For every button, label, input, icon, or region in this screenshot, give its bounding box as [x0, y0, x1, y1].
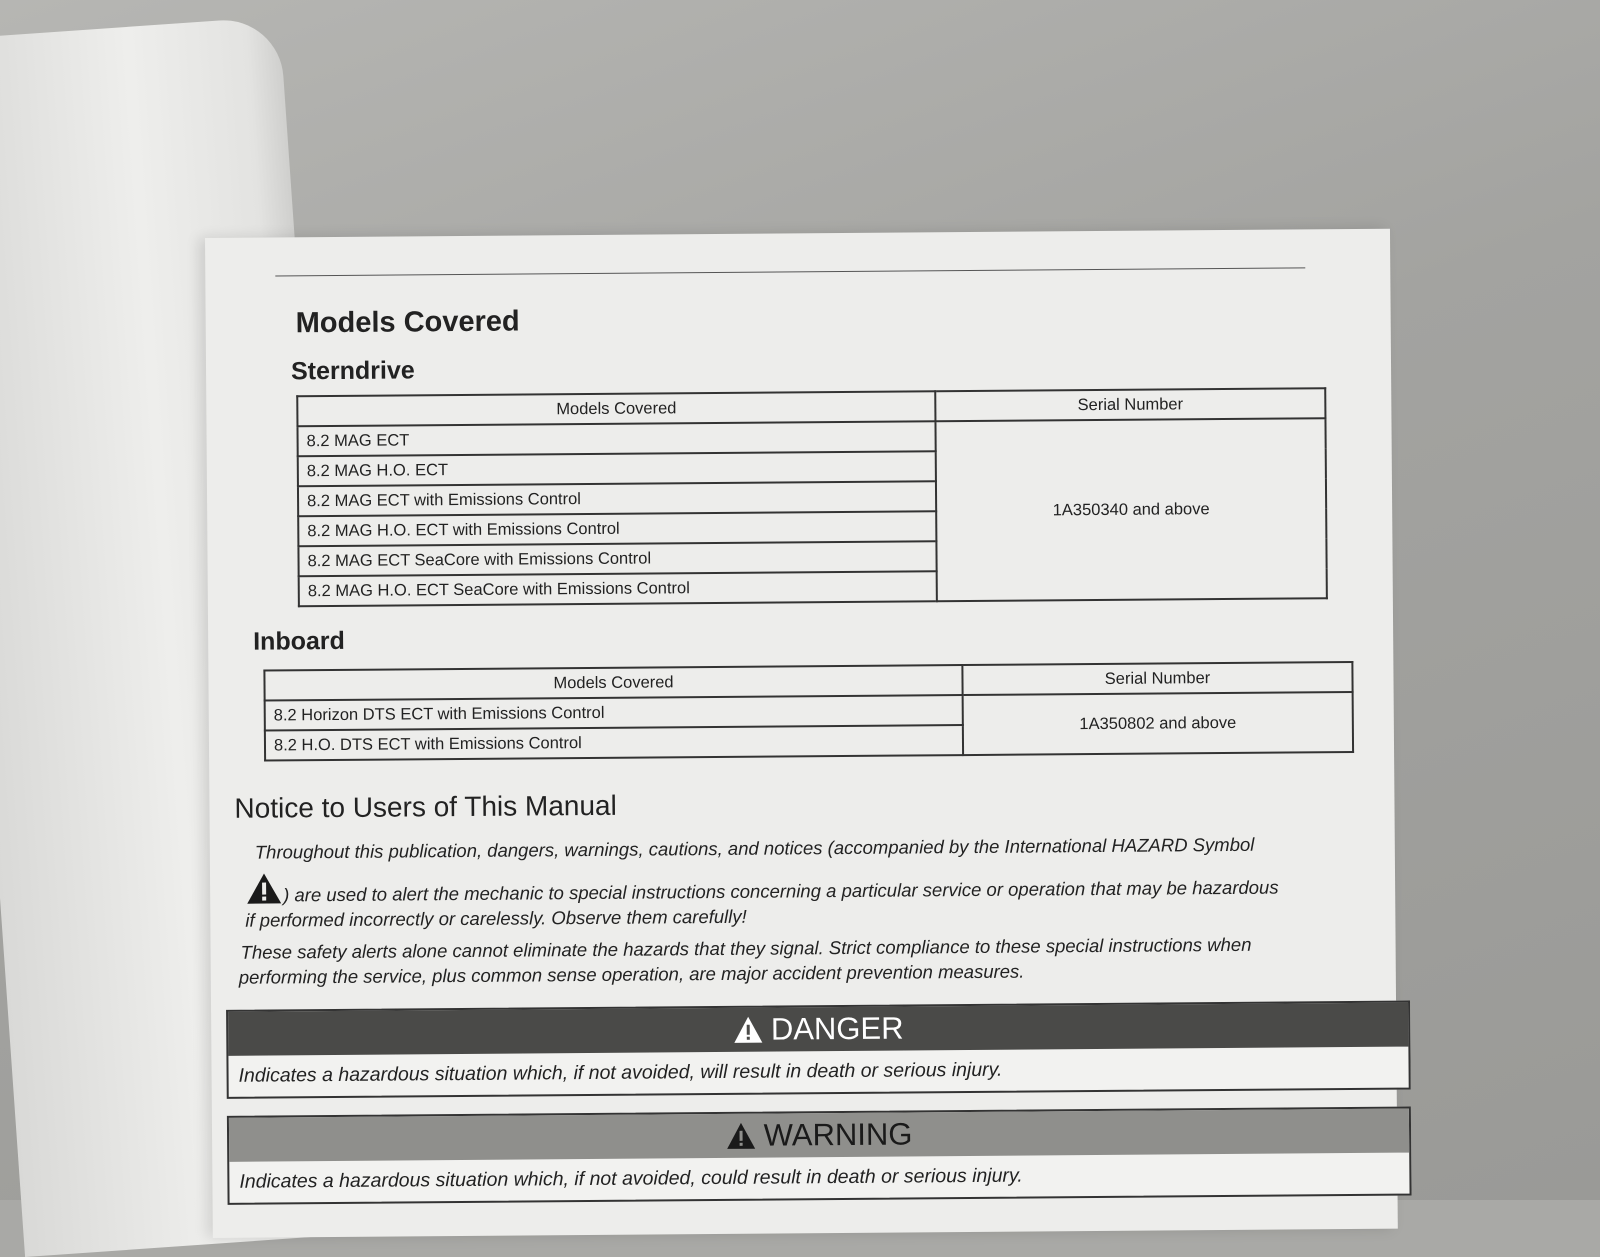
- inboard-title: Inboard: [253, 626, 345, 656]
- header-rule: [275, 267, 1305, 276]
- serial-cell: 1A350340 and above: [935, 418, 1326, 601]
- sterndrive-title: Sterndrive: [290, 356, 415, 386]
- model-cell: 8.2 MAG H.O. ECT SeaCore with Emissions Control: [299, 571, 937, 606]
- notice-paragraph-line: These safety alerts alone cannot eliminate the hazards that they signal. Strict compliance to these special instructions when: [240, 933, 1252, 963]
- sterndrive-table: [296, 387, 1328, 607]
- hazard-triangle-icon: [733, 1016, 763, 1044]
- danger-label: DANGER: [770, 1010, 904, 1047]
- notice-paragraph-line-with-symbol: [245, 864, 1279, 908]
- page-title: Models Covered: [295, 305, 520, 340]
- manual-page: [205, 229, 1398, 1238]
- notice-paragraph-text: ) are used to alert the mechanic to special instructions concerning a particular service or operation that may be hazardous: [283, 876, 1279, 906]
- warning-label: WARNING: [763, 1116, 913, 1153]
- danger-box: [226, 1001, 1411, 1099]
- model-cell: 8.2 Horizon DTS ECT with Emissions Control: [265, 695, 963, 730]
- notice-title: Notice to Users of This Manual: [234, 789, 617, 824]
- notice-paragraph-line: performing the service, plus common sense operation, are major accident prevention measures.: [238, 960, 1025, 988]
- model-cell: 8.2 MAG ECT SeaCore with Emissions Control: [298, 541, 936, 576]
- column-header-models: Models Covered: [297, 391, 935, 426]
- model-cell: 8.2 H.O. DTS ECT with Emissions Control: [265, 725, 963, 760]
- model-cell: 8.2 MAG ECT with Emissions Control: [298, 481, 936, 516]
- inboard-table: [263, 661, 1354, 762]
- hazard-triangle-icon: [726, 1122, 756, 1150]
- column-header-serial: Serial Number: [962, 662, 1352, 695]
- model-cell: 8.2 MAG ECT: [297, 421, 935, 456]
- notice-paragraph-line: Throughout this publication, dangers, warnings, cautions, and notices (accompanied by the International HAZARD Symbol: [254, 833, 1255, 863]
- notice-paragraph-line: if performed incorrectly or carelessly. Observe them carefully!: [245, 905, 747, 931]
- hazard-triangle-icon: [245, 871, 283, 905]
- model-cell: 8.2 MAG H.O. ECT with Emissions Control: [298, 511, 936, 546]
- column-header-models: Models Covered: [264, 665, 962, 700]
- serial-cell: 1A350802 and above: [963, 692, 1353, 755]
- danger-text: Indicates a hazardous situation which, if not avoided, will result in death or serious injury.: [238, 1058, 1003, 1087]
- column-header-serial: Serial Number: [935, 388, 1325, 421]
- warning-box: [227, 1107, 1412, 1205]
- warning-text: Indicates a hazardous situation which, if not avoided, could result in death or serious injury.: [239, 1164, 1023, 1193]
- model-cell: 8.2 MAG H.O. ECT: [298, 451, 936, 486]
